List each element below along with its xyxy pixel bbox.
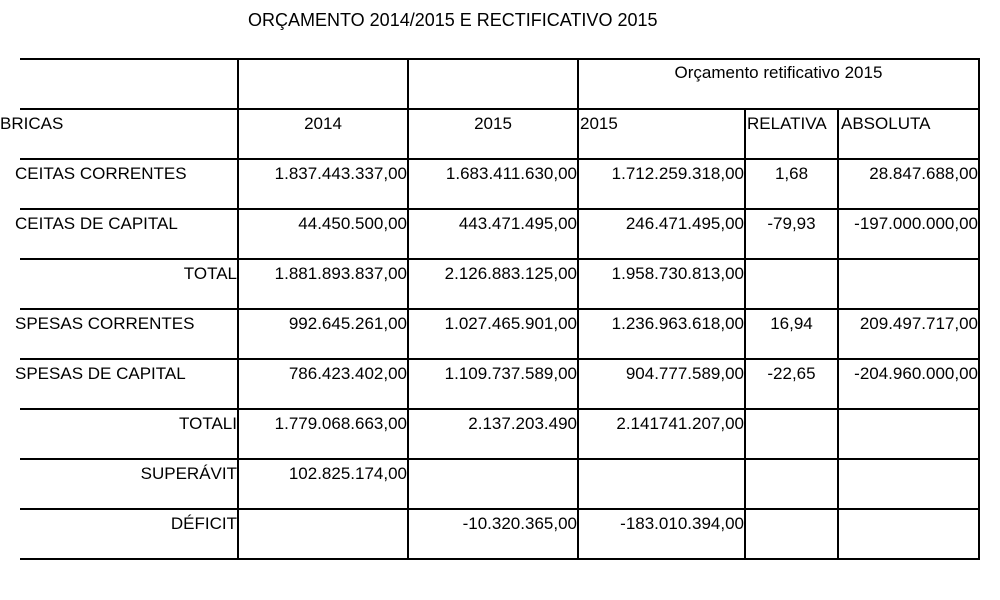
row-divider <box>20 508 980 510</box>
cell-retificativo-2015: 1.712.259.318,00 <box>611 164 744 183</box>
row-divider <box>20 108 980 110</box>
cell-2014: 992.645.261,00 <box>288 314 407 333</box>
cell-absoluta: -204.960.000,00 <box>854 364 978 383</box>
header-retificativo-2015: 2015 <box>580 114 618 133</box>
row-label: CEITAS DE CAPITAL <box>15 214 178 233</box>
row-label-deficit: DÉFICIT <box>170 514 237 533</box>
row-divider <box>20 408 980 410</box>
cell-relativa: -22,65 <box>767 364 816 383</box>
cell-2015: 2.137.203.490 <box>468 414 577 433</box>
column-divider <box>577 58 579 560</box>
cell-retificativo-2015: 2.141741.207,00 <box>616 414 744 433</box>
cell-2015: 2.126.883.125,00 <box>444 264 577 283</box>
cell-relativa: 16,94 <box>770 314 813 333</box>
row-divider <box>20 458 980 460</box>
row-label-total: TOTAL <box>183 264 237 283</box>
cell-absoluta: -197.000.000,00 <box>854 214 978 233</box>
header-relativa: RELATIVA <box>747 114 827 133</box>
cell-2015: 1.683.411.630,00 <box>445 164 577 183</box>
cell-2015: 1.027.465.901,00 <box>444 314 577 333</box>
cell-absoluta: 28.847.688,00 <box>869 164 978 183</box>
group-header-orcamento-retificativo: Orçamento retificativo 2015 <box>674 63 883 82</box>
header-2015: 2015 <box>474 114 512 133</box>
header-rubricas: BRICAS <box>0 114 64 133</box>
row-divider <box>20 308 980 310</box>
row-label-superavit: SUPERÁVIT <box>140 464 237 483</box>
cell-retificativo-2015: 1.958.730.813,00 <box>611 264 744 283</box>
cell-relativa: -79,93 <box>767 214 816 233</box>
row-divider <box>20 158 980 160</box>
cell-2014: 102.825.174,00 <box>288 464 407 483</box>
cell-2015: -10.320.365,00 <box>462 514 577 533</box>
cell-2014: 1.779.068.663,00 <box>274 414 407 433</box>
row-label-total: TOTALI <box>179 414 237 433</box>
document-title: ORÇAMENTO 2014/2015 E RECTIFICATIVO 2015 <box>248 10 658 30</box>
cell-relativa: 1,68 <box>774 164 809 183</box>
row-divider <box>20 558 980 560</box>
row-divider <box>20 258 980 260</box>
header-2014: 2014 <box>304 114 342 133</box>
row-divider <box>20 358 980 360</box>
cell-2014: 786.423.402,00 <box>288 364 407 383</box>
cell-retificativo-2015: 904.777.589,00 <box>625 364 744 383</box>
cell-retificativo-2015: 246.471.495,00 <box>625 214 744 233</box>
row-label: CEITAS CORRENTES <box>15 164 187 183</box>
cell-2015: 1.109.737.589,00 <box>444 364 577 383</box>
cell-2014: 44.450.500,00 <box>298 214 407 233</box>
cell-absoluta: 209.497.717,00 <box>859 314 978 333</box>
header-absoluta: ABSOLUTA <box>841 114 931 133</box>
cell-2014: 1.837.443.337,00 <box>274 164 407 183</box>
cell-retificativo-2015: 1.236.963.618,00 <box>611 314 744 333</box>
cell-2015: 443.471.495,00 <box>458 214 577 233</box>
column-divider <box>978 58 980 560</box>
row-divider <box>20 58 980 60</box>
row-label: SPESAS CORRENTES <box>15 314 195 333</box>
cell-2014: 1.881.893.837,00 <box>274 264 407 283</box>
cell-retificativo-2015: -183.010.394,00 <box>620 514 744 533</box>
row-divider <box>20 208 980 210</box>
row-label: SPESAS DE CAPITAL <box>15 364 186 383</box>
